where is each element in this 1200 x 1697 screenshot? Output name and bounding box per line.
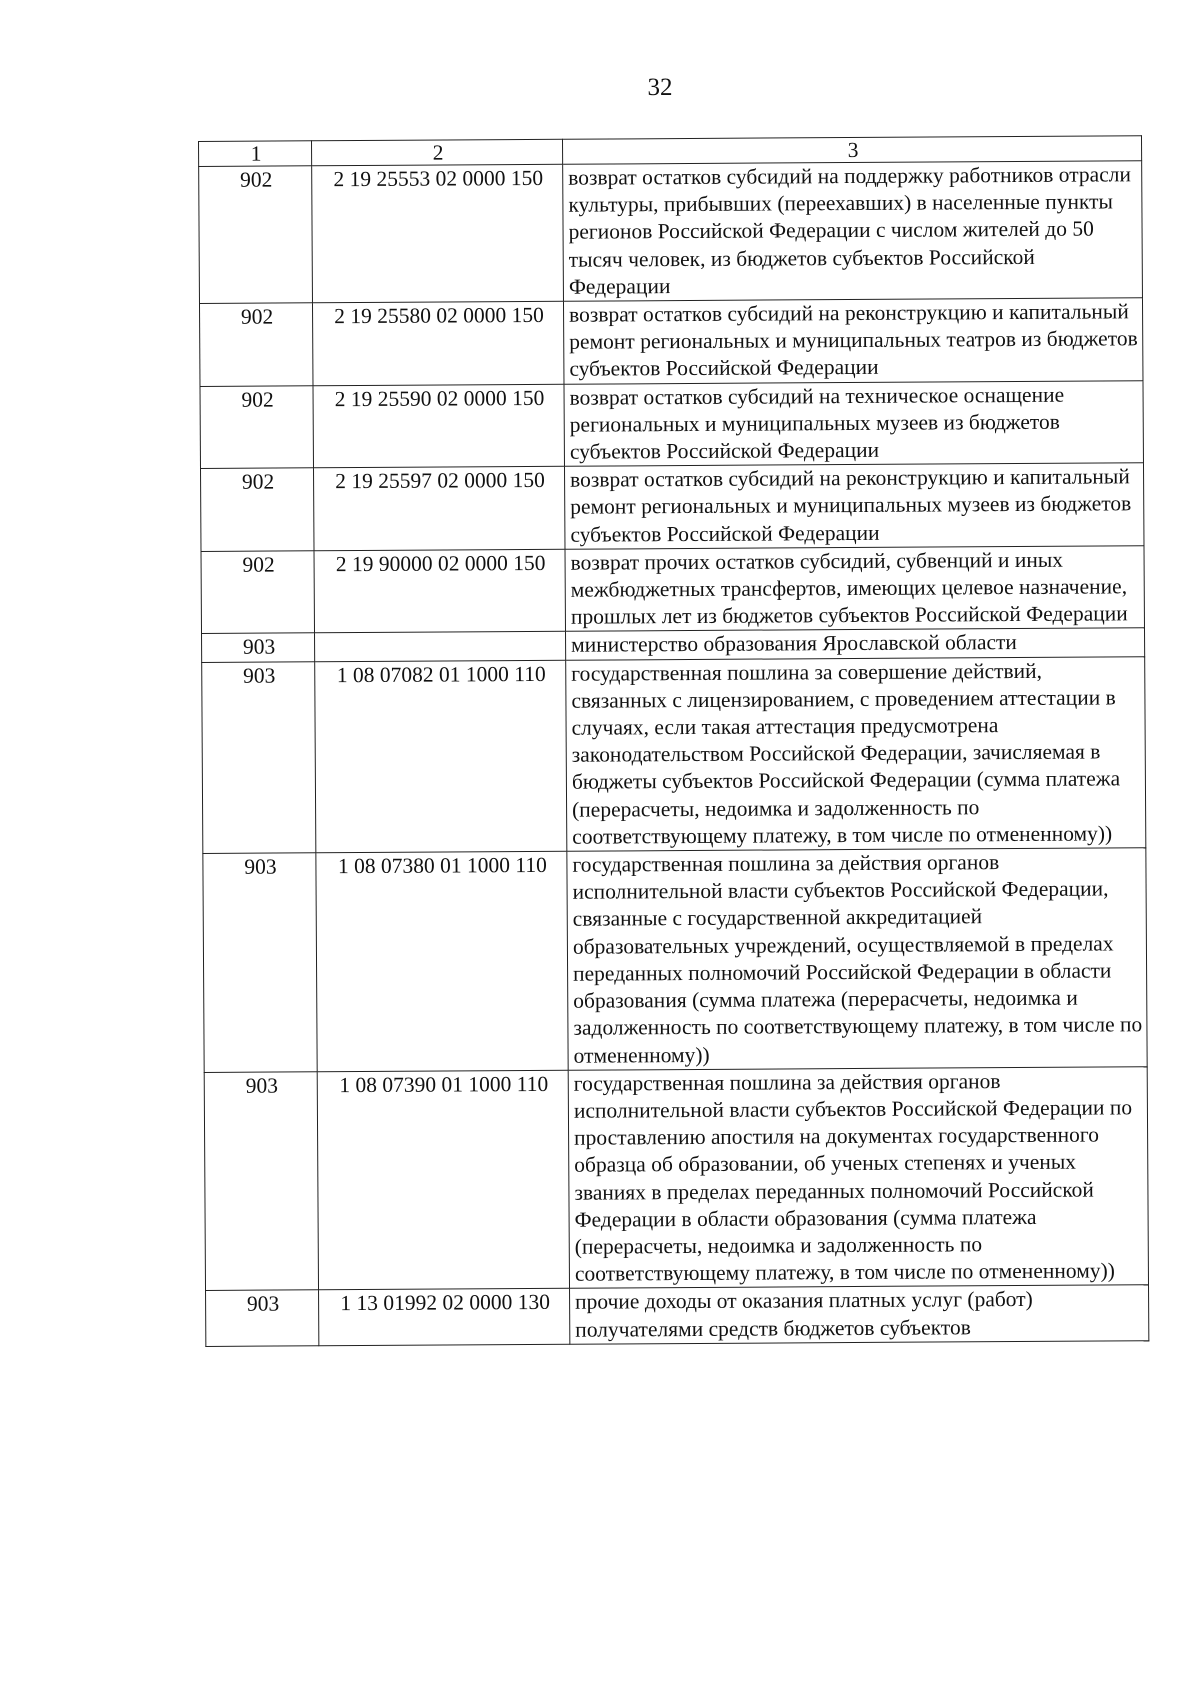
admin-code-cell: 903 <box>202 633 315 662</box>
table-row <box>201 546 1144 634</box>
description-cell: министерство образования Ярославской области <box>566 628 1145 660</box>
table-row <box>199 298 1142 386</box>
admin-code-cell: 903 <box>202 661 316 853</box>
description-cell: государственная пошлина за действия органов исполнительной власти субъектов Российской Федерации, связанные с государственной аккредитацией образовательных учреждений, осуществляемой в пределах переданных полномочий Российской Федерации в области образования (сумма платежа (перерасчеты, недоимка и задолженность по соответствующему платежу, в том числе по отмененному)) <box>567 848 1147 1070</box>
table-row <box>202 656 1146 853</box>
budget-codes-table <box>198 135 1149 1346</box>
table-row <box>199 161 1143 304</box>
description-cell: возврат остатков субсидий на реконструкцию и капитальный ремонт региональных и муниципальных театров из бюджетов субъектов Российской Федерации <box>563 298 1142 384</box>
table-row <box>206 1285 1149 1346</box>
budget-code-cell: 2 19 25553 02 0000 150 <box>312 164 564 303</box>
table-row <box>203 848 1147 1072</box>
description-cell: государственная пошлина за действия органов исполнительной власти субъектов Российской Федерации по проставлению апостиля на документах государственного образца об образовании, об ученых степенях и ученых званиях в пределах переданных полномочий Российской Федерации в области образования (сумма платежа (перерасчеты, недоимка и задолженность по соответствующему платежу, в том числе по отмененному)) <box>568 1066 1148 1288</box>
description-cell: возврат остатков субсидий на поддержку работников отрасли культуры, прибывших (переехавших) в населенные пункты регионов Российской Федерации с числом жителей до 50 тысяч человек, из бюджетов субъектов Российской Федерации <box>563 161 1143 302</box>
admin-code-cell: 902 <box>200 385 314 468</box>
description-cell: прочие доходы от оказания платных услуг (работ) получателями средств бюджетов субъектов <box>570 1285 1149 1344</box>
description-cell: возврат остатков субсидий на реконструкцию и капитальный ремонт региональных и муниципальных музеев из бюджетов субъектов Российской Федерации <box>564 463 1143 549</box>
budget-code-cell: 1 08 07380 01 1000 110 <box>316 851 568 1071</box>
budget-code-cell: 1 08 07390 01 1000 110 <box>317 1070 569 1290</box>
budget-code-cell: 2 19 25580 02 0000 150 <box>312 301 563 385</box>
admin-code-cell: 902 <box>201 551 315 634</box>
budget-code-cell: 1 08 07082 01 1000 110 <box>315 660 567 853</box>
admin-code-cell: 903 <box>204 1071 318 1290</box>
description-cell: возврат остатков субсидий на техническое оснащение региональных и муниципальных музеев из бюджетов субъектов Российской Федерации <box>564 380 1143 466</box>
admin-code-cell: 902 <box>199 166 313 304</box>
budget-code-cell: 1 13 01992 02 0000 130 <box>319 1289 570 1346</box>
page-number: 32 <box>647 74 673 101</box>
admin-code-cell: 903 <box>206 1290 319 1346</box>
description-cell: государственная пошлина за совершение действий, связанных с лицензированием, с проведением аттестации в случаях, если такая аттестация предусмотрена законодательством Российской Федерации, зачисляемая в бюджеты субъектов Российской Федерации (сумма платежа (перерасчеты, недоимка и задолженность по соответствующему платежу, в том числе по отмененному)) <box>566 656 1146 851</box>
table-row <box>200 380 1143 468</box>
budget-code-cell: 2 19 25590 02 0000 150 <box>313 384 564 468</box>
header-col-2: 2 <box>312 139 563 166</box>
table-row <box>201 463 1144 551</box>
budget-code-cell <box>315 632 566 662</box>
table-row <box>204 1066 1148 1290</box>
description-cell: возврат прочих остатков субсидий, субвенций и иных межбюджетных трансфертов, имеющих целевое назначение, прошлых лет из бюджетов субъектов Российской Федерации <box>565 546 1144 632</box>
budget-code-cell: 2 19 25597 02 0000 150 <box>313 467 564 551</box>
header-col-1: 1 <box>199 141 312 167</box>
admin-code-cell: 902 <box>201 468 315 551</box>
admin-code-cell: 902 <box>199 303 313 386</box>
header-col-3: 3 <box>562 136 1141 165</box>
budget-code-cell: 2 19 90000 02 0000 150 <box>314 549 565 633</box>
admin-code-cell: 903 <box>203 853 317 1072</box>
